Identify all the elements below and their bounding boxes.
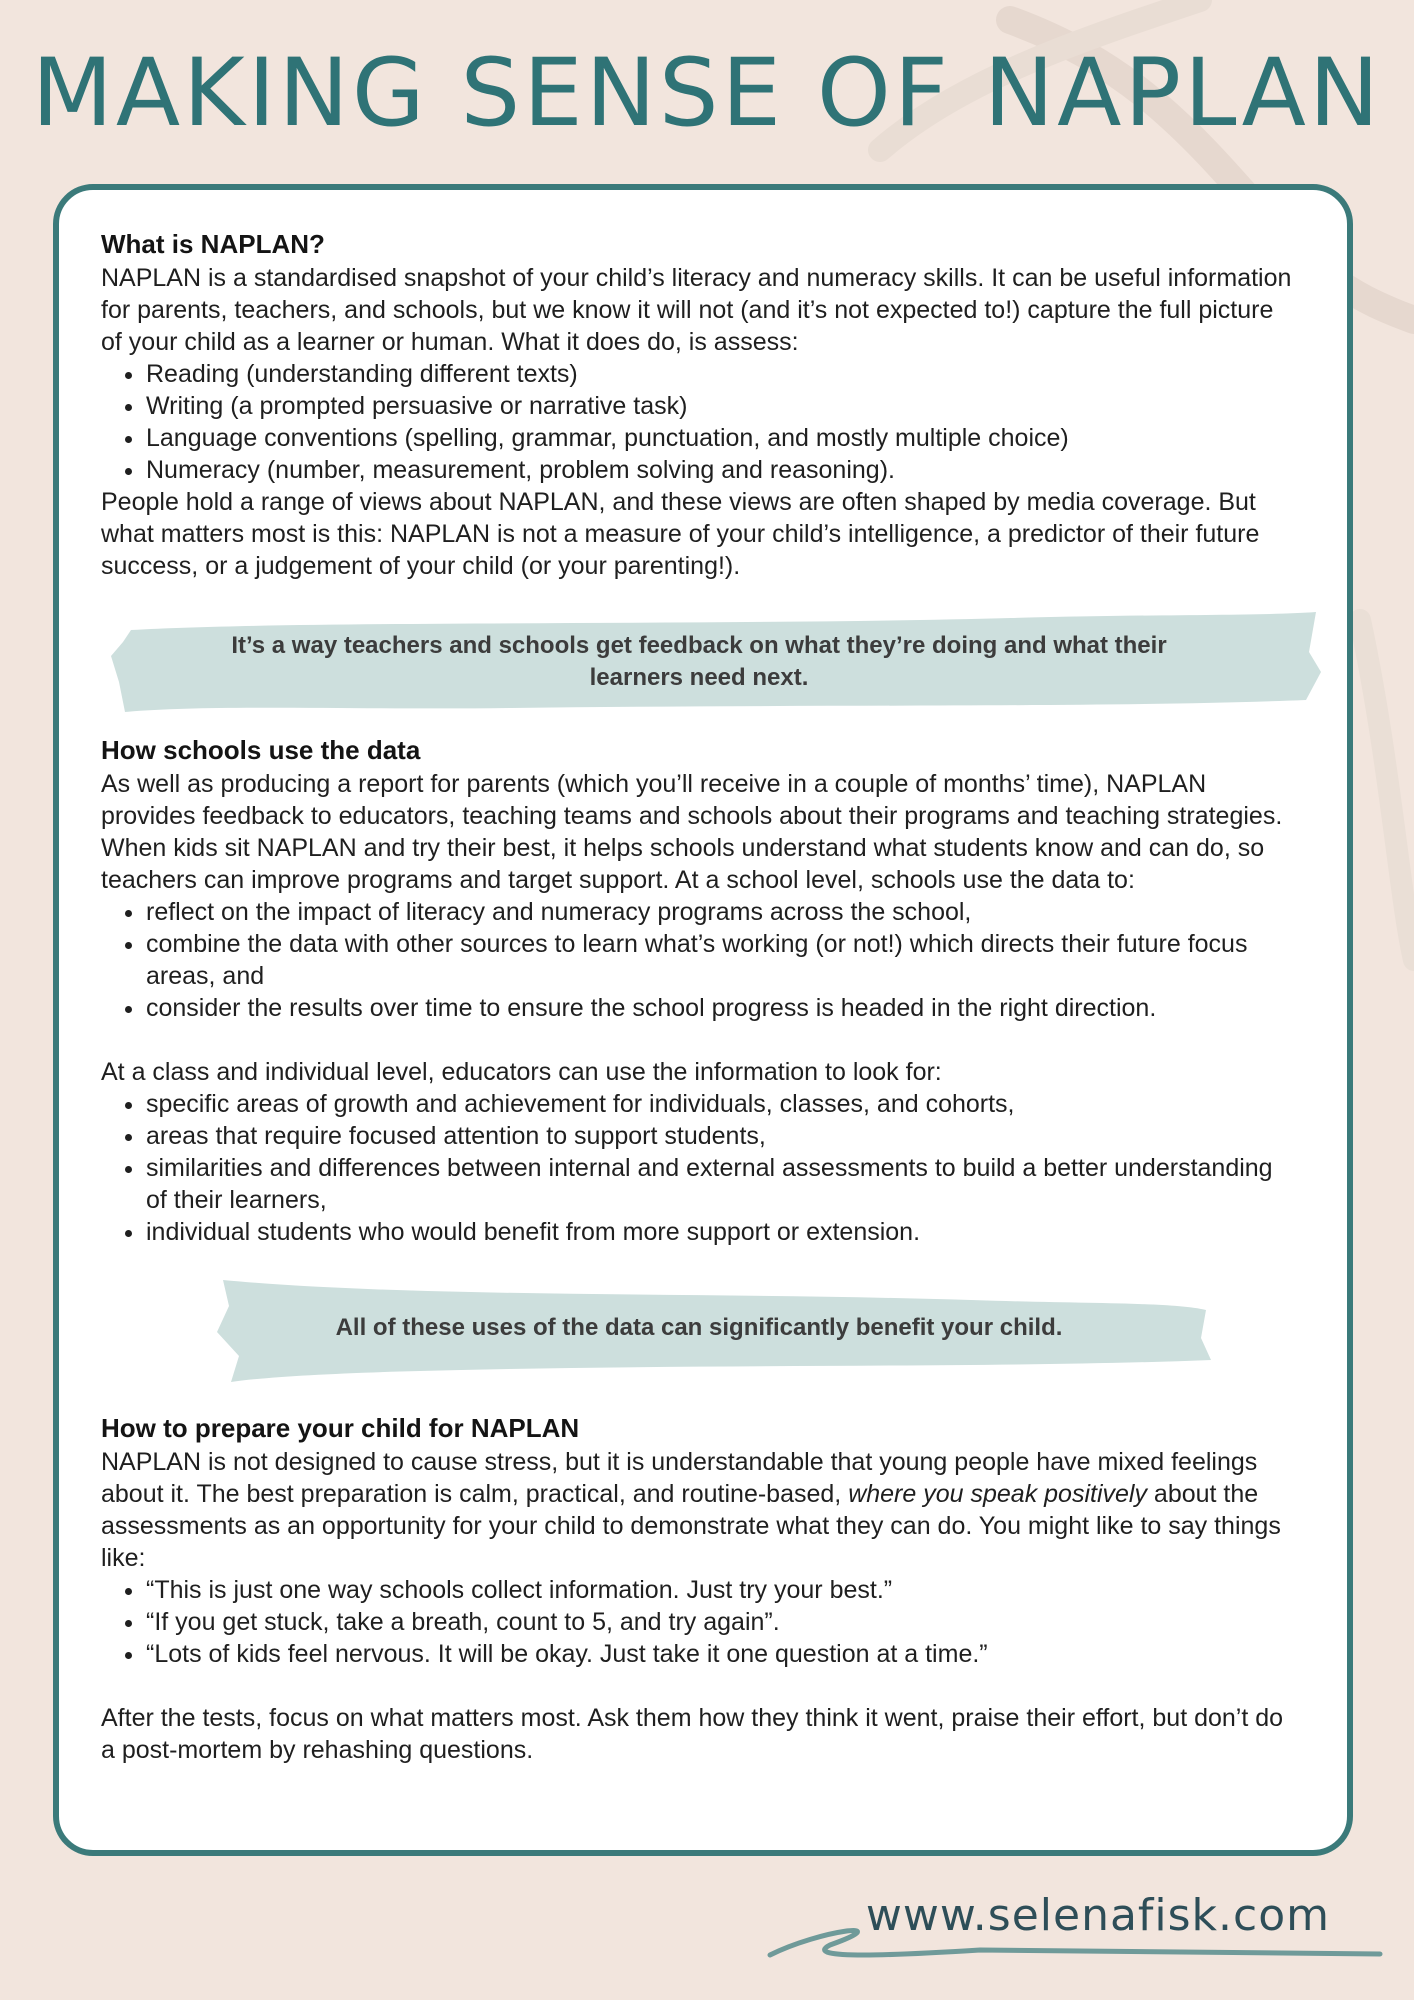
list-item: • specific areas of growth and achievement for individuals, classes, and cohorts, — [146, 1088, 1297, 1120]
section3-intro: NAPLAN is not designed to cause stress, but it is understandable that young people have mixed feelings about it. The best preparation is calm, practical, and routine-based, where you speak positively about the assessments as an opportunity for your child to demonstrate what they can do. You might like to say things like: — [101, 1448, 1281, 1572]
content-card — [53, 184, 1353, 1856]
list-item: • reflect on the impact of literacy and numeracy programs across the school, — [146, 896, 1297, 928]
list-item: • individual students who would benefit from more support or extension. — [146, 1216, 1297, 1248]
emphasis-text: where you speak positively — [848, 1480, 1147, 1508]
page-title: MAKING SENSE OF NAPLAN — [31, 39, 1383, 148]
list-item: • “Lots of kids feel nervous. It will be okay. Just take it one question at a time.” — [146, 1638, 1297, 1670]
section3-bullet-list — [101, 1574, 1297, 1670]
footer-website-link[interactable]: www.selenafisk.com — [865, 1890, 1330, 1941]
list-item: • Writing (a prompted persuasive or narrative task) — [146, 390, 1297, 422]
section1-intro: NAPLAN is a standardised snapshot of your child’s literacy and numeracy skills. It can be useful information for parents, teachers, and schools, but we know it will not (and it’s not expected to!) capture the full picture of your child as a learner or human. What it does do, is assess: — [101, 264, 1292, 356]
section1-bullet-list — [101, 358, 1297, 486]
section2-class-intro: At a class and individual level, educators can use the information to look for: — [101, 1058, 942, 1086]
list-item: • “If you get stuck, take a breath, count to 5, and try again”. — [146, 1606, 1297, 1638]
list-item: • Numeracy (number, measurement, problem solving and reasoning). — [146, 454, 1297, 486]
section2-class-bullet-list — [101, 1088, 1297, 1248]
callout-text: It’s a way teachers and schools get feedback on what they’re doing and what their learners need next. — [231, 632, 1167, 691]
list-item: • “This is just one way schools collect information. Just try your best.” — [146, 1574, 1297, 1606]
section-heading-prepare-child: How to prepare your child for NAPLAN — [101, 1413, 580, 1443]
section2-intro: As well as producing a report for parents (which you’ll receive in a couple of months’ time), NAPLAN provides feedback to educators, teaching teams and schools about their programs and teaching strategies. When kids sit NAPLAN and try their best, it helps schools understand what students know and can do, so teachers can improve programs and target support. At a school level, schools use the data to: — [101, 770, 1283, 894]
section-heading-how-schools-use-data: How schools use the data — [101, 735, 421, 765]
list-item: • similarities and differences between internal and external assessments to build a better understanding of their learners, — [146, 1152, 1297, 1216]
callout-feedback — [101, 612, 1297, 712]
list-item: • combine the data with other sources to learn what’s working (or not!) which directs their future focus areas, and — [146, 928, 1297, 992]
list-item: • Language conventions (spelling, grammar, punctuation, and mostly multiple choice) — [146, 422, 1297, 454]
section1-closing: People hold a range of views about NAPLAN, and these views are often shaped by media coverage. But what matters most is this: NAPLAN is not a measure of your child’s intelligence, a predictor of their future success, or a judgement of your child (or your parenting!). — [101, 488, 1260, 580]
section3-closing: After the tests, focus on what matters most. Ask them how they think it went, praise their effort, but don’t do a post-mortem by rehashing questions. — [101, 1704, 1284, 1764]
list-item: • areas that require focused attention to support students, — [146, 1120, 1297, 1152]
list-item: • consider the results over time to ensure the school progress is headed in the right direction. — [146, 992, 1297, 1024]
list-item: • Reading (understanding different texts) — [146, 358, 1297, 390]
callout-text: All of these uses of the data can significantly benefit your child. — [335, 1314, 1063, 1341]
section-heading-what-is-naplan: What is NAPLAN? — [101, 229, 325, 259]
section2-bullet-list — [101, 896, 1297, 1024]
callout-benefit — [101, 1296, 1297, 1360]
